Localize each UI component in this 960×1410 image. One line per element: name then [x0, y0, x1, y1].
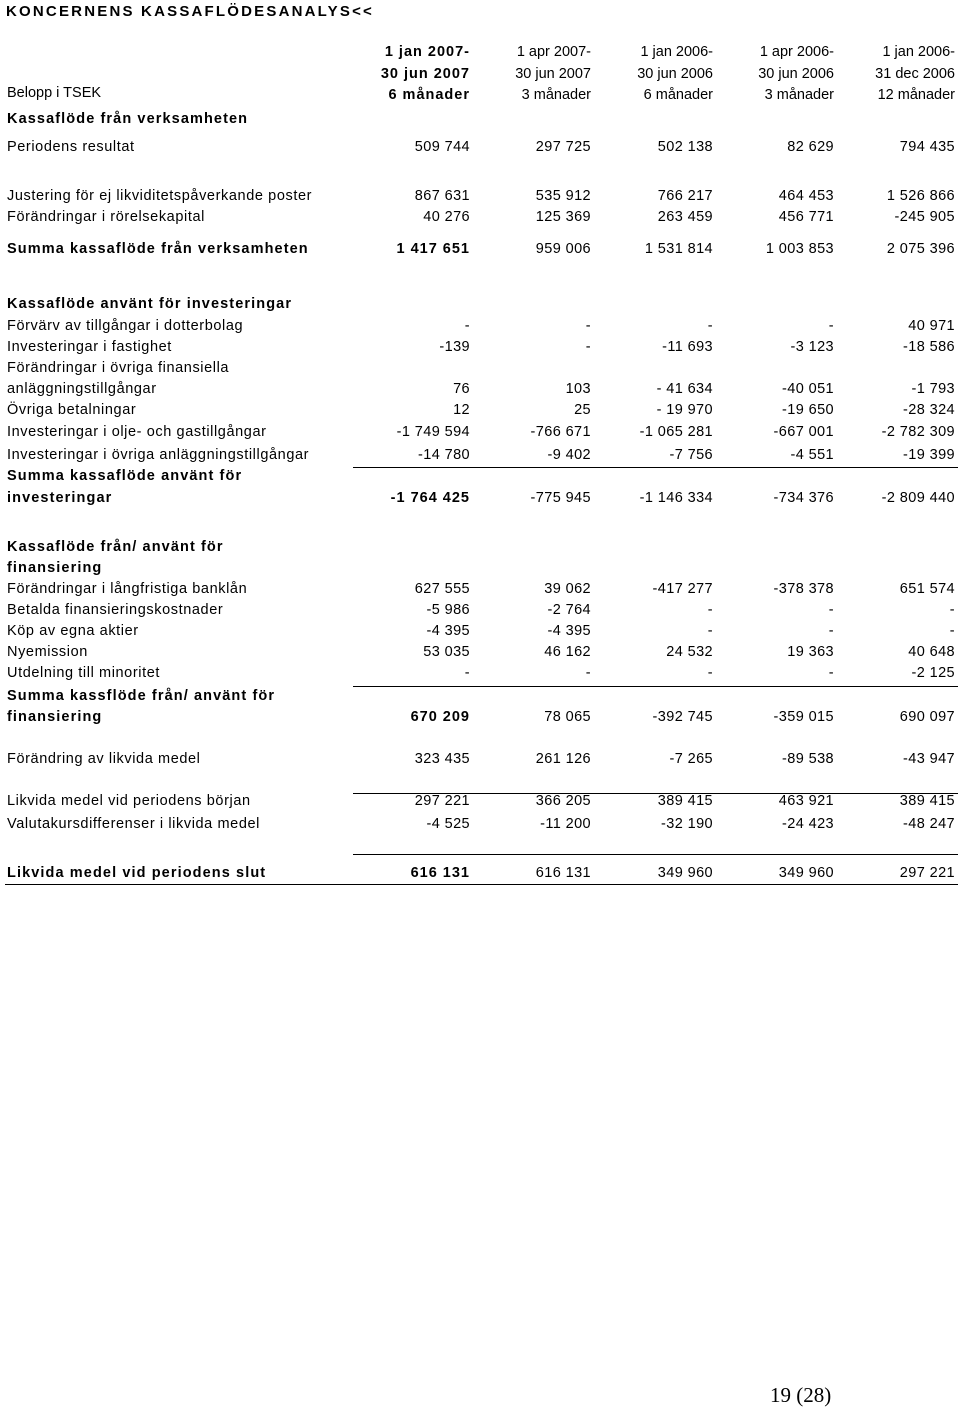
cell: -1 764 425 — [390, 490, 470, 506]
cell: -775 945 — [530, 490, 591, 506]
section-heading — [0, 560, 960, 580]
cell: 25 — [574, 402, 591, 418]
section-heading — [0, 296, 960, 316]
cell: 349 960 — [778, 865, 834, 881]
cell: - — [707, 602, 713, 618]
cell: 389 415 — [657, 793, 713, 809]
cell: -7 756 — [669, 447, 713, 463]
row-label: Utdelning till minoritet — [7, 665, 161, 681]
cell: - — [949, 602, 955, 618]
cell: -48 247 — [903, 816, 955, 832]
cell: 766 217 — [657, 188, 713, 204]
total-row — [0, 688, 960, 708]
cell: - — [828, 602, 834, 618]
cell: 616 131 — [410, 865, 470, 881]
cell: 464 453 — [778, 188, 834, 204]
cell: 959 006 — [535, 241, 591, 257]
cell: - — [585, 318, 591, 334]
cell: -18 586 — [903, 339, 955, 355]
table-row — [0, 139, 960, 159]
column-header-line: 1 jan 2006- — [882, 44, 955, 60]
cell: 40 648 — [908, 644, 955, 660]
cell: -4 395 — [426, 623, 470, 639]
cell: -3 123 — [790, 339, 834, 355]
cell: - — [464, 665, 470, 681]
cell: 651 574 — [899, 581, 955, 597]
row-label: Periodens resultat — [7, 139, 135, 155]
cell: 297 725 — [535, 139, 591, 155]
cell: 670 209 — [410, 709, 470, 725]
row-label: Betalda finansieringskostnader — [7, 602, 224, 618]
cell: -1 749 594 — [396, 424, 470, 440]
table-row — [0, 602, 960, 622]
table-row — [0, 424, 960, 444]
cell: -32 190 — [661, 816, 713, 832]
cell: 616 131 — [535, 865, 591, 881]
cell: 40 276 — [423, 209, 470, 225]
cell: 502 138 — [657, 139, 713, 155]
column-header-line: 30 jun 2007 — [380, 65, 470, 82]
row-label: finansiering — [7, 709, 103, 725]
page-title: KONCERNENS KASSAFLÖDESANALYS<< — [6, 3, 374, 20]
table-row — [0, 339, 960, 359]
row-label: Investeringar i olje- och gastillgångar — [7, 424, 267, 440]
cell: 456 771 — [778, 209, 834, 225]
column-header-2 — [461, 42, 591, 107]
table-row — [0, 816, 960, 836]
row-label: Kassaflöde använt för investeringar — [7, 296, 293, 312]
cell: - 19 970 — [656, 402, 713, 418]
cell: -1 065 281 — [639, 424, 713, 440]
cell: 1 531 814 — [644, 241, 713, 257]
cell: -2 782 309 — [881, 424, 955, 440]
column-header-3 — [583, 42, 713, 107]
row-label: Förändringar i rörelsekapital — [7, 209, 205, 225]
table-row — [0, 751, 960, 771]
cell: 867 631 — [414, 188, 470, 204]
page-number: 19 (28) — [770, 1383, 832, 1407]
row-label: Likvida medel vid periodens början — [7, 793, 251, 809]
row-label: Övriga betalningar — [7, 402, 137, 418]
table-row — [0, 402, 960, 422]
column-header-5 — [825, 42, 955, 107]
cell: - — [707, 318, 713, 334]
divider — [353, 793, 958, 794]
cell: 1 526 866 — [886, 188, 955, 204]
cell: -734 376 — [773, 490, 834, 506]
section-heading — [0, 111, 960, 131]
divider — [353, 686, 958, 687]
total-row — [0, 490, 960, 510]
cell: -359 015 — [773, 709, 834, 725]
cell: 323 435 — [414, 751, 470, 767]
cell: - — [707, 623, 713, 639]
cell: 535 912 — [535, 188, 591, 204]
cell: -139 — [439, 339, 470, 355]
column-header-line: 3 månader — [764, 87, 834, 103]
cell: -14 780 — [418, 447, 470, 463]
cell: -19 399 — [903, 447, 955, 463]
cell: 690 097 — [899, 709, 955, 725]
cell: - — [585, 665, 591, 681]
column-header-line: 1 jan 2007- — [384, 44, 470, 60]
cell: -667 001 — [773, 424, 834, 440]
total-row — [0, 241, 960, 261]
cell: 1 003 853 — [765, 241, 834, 257]
cell: - — [707, 665, 713, 681]
total-row — [0, 468, 960, 488]
cell: - — [949, 623, 955, 639]
cell: 24 532 — [666, 644, 713, 660]
column-header-line: 30 jun 2007 — [515, 65, 591, 82]
table-row — [0, 381, 960, 401]
row-label: Justering för ej likviditetspåverkande poster — [7, 188, 313, 204]
cell: -4 525 — [426, 816, 470, 832]
cell: 53 035 — [423, 644, 470, 660]
cell: -11 200 — [540, 816, 591, 832]
cell: 82 629 — [787, 139, 834, 155]
cell: -2 125 — [911, 665, 955, 681]
cell: -2 764 — [547, 602, 591, 618]
row-label: Likvida medel vid periodens slut — [7, 865, 267, 881]
cell: 297 221 — [414, 793, 470, 809]
cell: 349 960 — [657, 865, 713, 881]
unit-label: Belopp i TSEK — [7, 85, 102, 101]
cell: - — [828, 623, 834, 639]
cell: -19 650 — [782, 402, 834, 418]
divider — [353, 854, 958, 855]
table-row — [0, 209, 960, 229]
row-label: Investeringar i fastighet — [7, 339, 172, 355]
column-header-line: 30 jun 2006 — [637, 65, 713, 82]
column-header-line: 1 apr 2007- — [516, 44, 591, 60]
cell: - — [828, 318, 834, 334]
column-header-line: 30 jun 2006 — [758, 65, 834, 82]
cell: 263 459 — [657, 209, 713, 225]
cell: 366 205 — [535, 793, 591, 809]
cell: - — [585, 339, 591, 355]
column-header-line: 1 jan 2006- — [640, 44, 713, 60]
column-header-1 — [340, 42, 470, 107]
cell: -417 277 — [652, 581, 713, 597]
table-row — [0, 318, 960, 338]
cell: -28 324 — [903, 402, 955, 418]
column-header-line: 6 månader — [388, 87, 470, 103]
cell: - — [464, 318, 470, 334]
cell: -245 905 — [894, 209, 955, 225]
cell: 389 415 — [899, 793, 955, 809]
cell: -9 402 — [547, 447, 591, 463]
cell: -5 986 — [426, 602, 470, 618]
cell: 39 062 — [544, 581, 591, 597]
cell: 794 435 — [899, 139, 955, 155]
row-label: Förvärv av tillgångar i dotterbolag — [7, 318, 244, 334]
cell: 2 075 396 — [886, 241, 955, 257]
cell: -7 265 — [669, 751, 713, 767]
cell: -2 809 440 — [881, 490, 955, 506]
column-header-line: 12 månader — [877, 87, 955, 103]
row-label: investeringar — [7, 490, 113, 506]
cell: 78 065 — [544, 709, 591, 725]
section-heading — [0, 539, 960, 559]
divider — [5, 884, 958, 885]
table-row — [0, 623, 960, 643]
row-label: Kassaflöde från/ använt för — [7, 539, 224, 555]
row-label: Förändring av likvida medel — [7, 751, 201, 767]
row-label: Förändringar i långfristiga banklån — [7, 581, 248, 597]
row-label: Valutakursdifferenser i likvida medel — [7, 816, 260, 832]
cell: 103 — [565, 381, 591, 397]
cell: -766 671 — [530, 424, 591, 440]
column-header-line: 6 månader — [643, 87, 713, 103]
row-label: finansiering — [7, 560, 103, 576]
column-header-line: 1 apr 2006- — [759, 44, 834, 60]
table-row — [0, 360, 960, 380]
row-label: Summa kassaflöde från verksamheten — [7, 241, 309, 257]
row-label: Summa kassaflöde använt för — [7, 468, 243, 484]
cell: 1 417 651 — [396, 241, 470, 257]
row-label: Kassaflöde från verksamheten — [7, 111, 249, 127]
cell: -89 538 — [782, 751, 834, 767]
table-row — [0, 447, 960, 467]
cell: - — [828, 665, 834, 681]
total-row — [0, 865, 960, 885]
row-label: Köp av egna aktier — [7, 623, 139, 639]
cell: 261 126 — [535, 751, 591, 767]
cell: -4 551 — [790, 447, 834, 463]
table-row — [0, 793, 960, 813]
row-label: Nyemission — [7, 644, 88, 660]
table-row — [0, 581, 960, 601]
cell: -24 423 — [782, 816, 834, 832]
cell: -378 378 — [773, 581, 834, 597]
cell: -1 793 — [911, 381, 955, 397]
cell: 463 921 — [778, 793, 834, 809]
cell: -43 947 — [903, 751, 955, 767]
cell: 509 744 — [414, 139, 470, 155]
row-label: Summa kassflöde från/ använt för — [7, 688, 276, 704]
cell: 12 — [453, 402, 470, 418]
cell: -40 051 — [782, 381, 834, 397]
cell: 297 221 — [899, 865, 955, 881]
column-header-4 — [704, 42, 834, 107]
cell: -4 395 — [547, 623, 591, 639]
row-label: Investeringar i övriga anläggningstillgångar — [7, 447, 310, 463]
table-row — [0, 665, 960, 685]
cell: -1 146 334 — [639, 490, 713, 506]
cell: 40 971 — [908, 318, 955, 334]
cell: - 41 634 — [656, 381, 713, 397]
column-header-line: 31 dec 2006 — [875, 65, 955, 82]
cell: 46 162 — [544, 644, 591, 660]
cell: 76 — [453, 381, 470, 397]
cell: 627 555 — [414, 581, 470, 597]
total-row — [0, 709, 960, 729]
table-row — [0, 188, 960, 208]
table-row — [0, 644, 960, 664]
cell: -392 745 — [652, 709, 713, 725]
row-label: anläggningstillgångar — [7, 381, 157, 397]
row-label: Förändringar i övriga finansiella — [7, 360, 230, 376]
cell: -11 693 — [662, 339, 713, 355]
cell: 19 363 — [787, 644, 834, 660]
cell: 125 369 — [535, 209, 591, 225]
column-header-line: 3 månader — [521, 87, 591, 103]
